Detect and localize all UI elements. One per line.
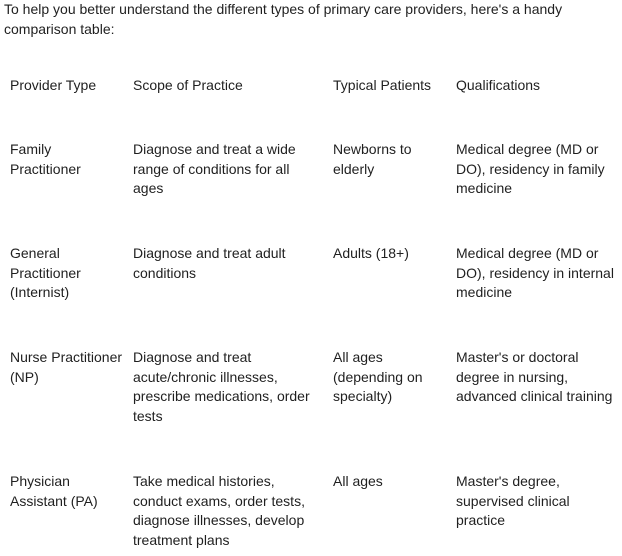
cell-provider-type: Physician Assistant (PA) bbox=[10, 473, 98, 509]
cell-provider-type: Family Practitioner bbox=[10, 141, 81, 177]
table-row bbox=[3, 234, 619, 338]
cell-qualifications: Master's or doctoral degree in nursing, advanced clinical training bbox=[456, 349, 613, 404]
comparison-table bbox=[3, 66, 619, 552]
intro-paragraph: To help you better understand the different types of primary care providers, here's a handy comparison table: bbox=[4, 1, 563, 37]
cell-typical-patients: Newborns to elderly bbox=[333, 141, 412, 177]
header-qualifications: Qualifications bbox=[456, 77, 541, 93]
header-provider-type: Provider Type bbox=[10, 77, 97, 93]
cell-qualifications: Medical degree (MD or DO), residency in internal medicine bbox=[456, 245, 614, 300]
cell-scope-of-practice: Diagnose and treat a wide range of conditions for all ages bbox=[133, 141, 296, 196]
cell-provider-type: Nurse Practitioner (NP) bbox=[10, 349, 123, 385]
table-row bbox=[3, 338, 619, 462]
header-scope-of-practice: Scope of Practice bbox=[133, 77, 243, 93]
cell-provider-type: General Practitioner (Internist) bbox=[10, 245, 81, 300]
table-row bbox=[3, 130, 619, 234]
cell-typical-patients: Adults (18+) bbox=[333, 245, 409, 261]
cell-typical-patients: All ages bbox=[333, 473, 383, 489]
cell-qualifications: Master's degree, supervised clinical practice bbox=[456, 473, 570, 528]
table-row bbox=[3, 462, 619, 552]
table-header-row bbox=[3, 66, 619, 130]
cell-typical-patients: All ages (depending on specialty) bbox=[333, 349, 423, 404]
cell-scope-of-practice: Take medical histories, conduct exams, order tests, diagnose illnesses, develop treatment plans bbox=[133, 473, 305, 548]
cell-qualifications: Medical degree (MD or DO), residency in family medicine bbox=[456, 141, 605, 196]
header-typical-patients: Typical Patients bbox=[333, 77, 432, 93]
cell-scope-of-practice: Diagnose and treat acute/chronic illnesses, prescribe medications, order tests bbox=[133, 349, 310, 424]
cell-scope-of-practice: Diagnose and treat adult conditions bbox=[133, 245, 286, 281]
